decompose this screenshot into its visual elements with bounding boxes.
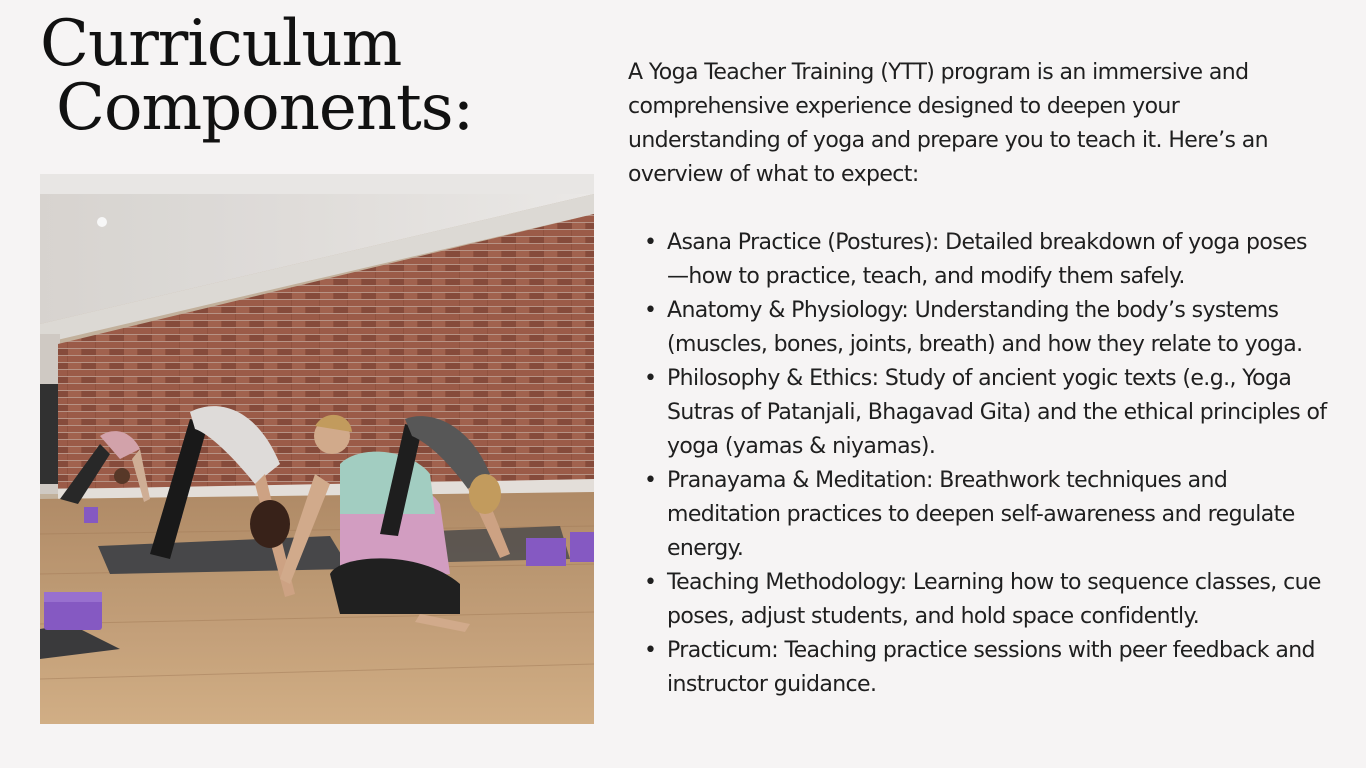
yoga-class-photo <box>40 174 594 724</box>
intro-paragraph: A Yoga Teacher Training (YTT) program is an immersive and comprehensive experience designed to deepen your understanding of yoga and prepare you to teach it. Here’s an overview of what to expect: <box>628 60 1268 187</box>
list-item: • Pranayama & Meditation: Breathwork techniques and meditation practices to deepen self-awareness and regulate energy. <box>628 464 1328 566</box>
title-line-2: Components: <box>56 71 474 145</box>
list-item: • Practicum: Teaching practice sessions with peer feedback and instructor guidance. <box>628 634 1328 702</box>
list-item: • Philosophy & Ethics: Study of ancient yogic texts (e.g., Yoga Sutras of Patanjali, Bhagavad Gita) and the ethical principles of yoga (yamas & niyamas). <box>628 362 1328 464</box>
list-item: • Anatomy & Physiology: Understanding the body’s systems (muscles, bones, joints, breath) and how they relate to yoga. <box>628 294 1328 362</box>
list-item: • Teaching Methodology: Learning how to sequence classes, cue poses, adjust students, and hold space confidently. <box>628 566 1328 634</box>
curriculum-list <box>628 226 1328 702</box>
body-text <box>628 56 1328 702</box>
title-line-1: Curriculum <box>40 7 402 81</box>
list-item: • Asana Practice (Postures): Detailed breakdown of yoga poses—how to practice, teach, and modify them safely. <box>628 226 1328 294</box>
slide-title <box>40 7 474 145</box>
